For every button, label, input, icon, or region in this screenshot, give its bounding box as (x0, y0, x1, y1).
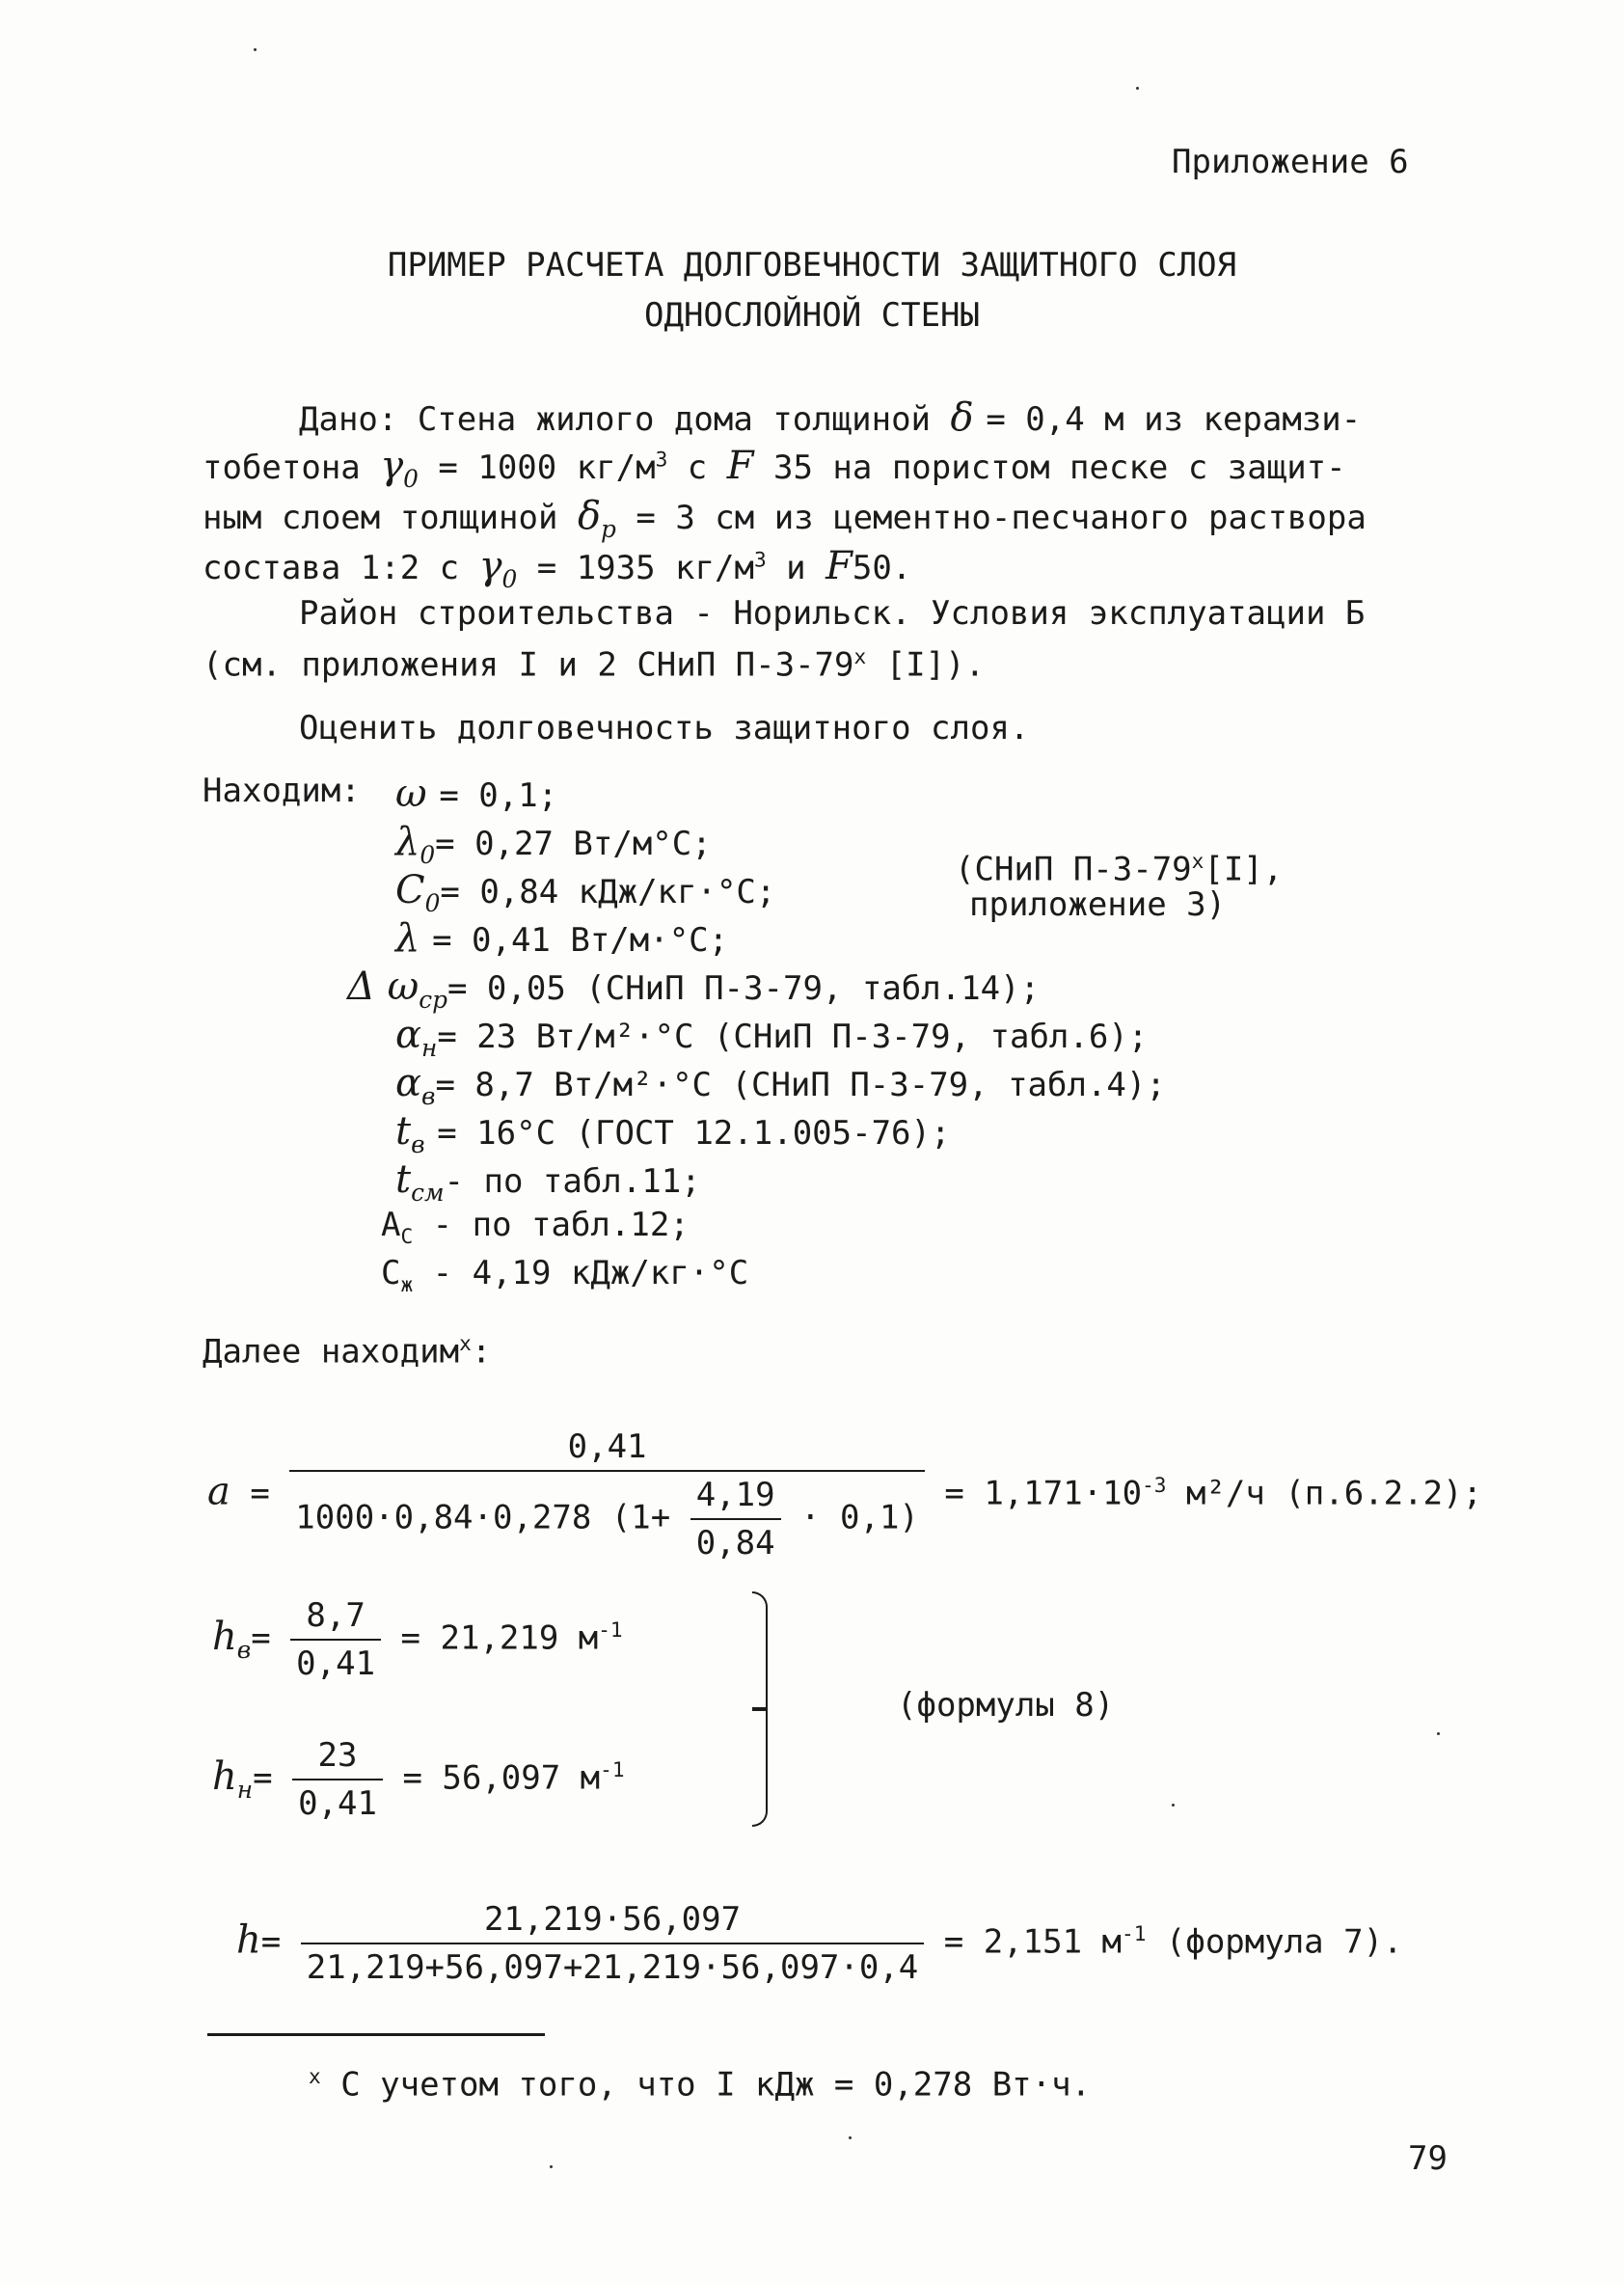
find-row-lambda: λ = 0,41 Вт/м·°С; (395, 916, 729, 961)
formula-h: h= $\frac{21,219\cdot 56,097}{21,219+56,097+21,219\cdot 56,097\cdot 0,4}$ = 2,151 $м^{-1}$ (формула 7). (236, 1900, 1403, 1987)
formula-a-inner-fraction: $\frac{4,19}{0,84}$ (690, 1476, 781, 1563)
given-line-6: (см. приложения I и 2 СНиП П-3-79$^x$ [I]). (203, 644, 986, 685)
find-row-tv: $t_в = 16^\circ С$ (ГОСТ 12.1.005-76); (395, 1109, 951, 1158)
given-text-4c: и (786, 549, 806, 587)
gamma-symbol: $\gamma_0$ (380, 444, 419, 493)
h-symbol: h (236, 1917, 261, 1963)
scan-speck (1172, 1804, 1175, 1807)
given-text-1: Дано: Стена жилого дома толщиной (299, 400, 932, 439)
formula-hn: $h_н=$ $\frac{23}{0,41}$ = 56,097 $м^{-1}$ (212, 1736, 625, 1823)
formula-a-units: м²/ч (п.6.2.2); (1185, 1474, 1483, 1513)
given-text-2a: тобетона (203, 448, 361, 487)
find-row-alpha-n: $\alpha_н= 23$ Вт/м²·°С (СНиП П-3-79, табл.6); (395, 1013, 1149, 1062)
given-text-1b: = 0,4 м из керамзи- (986, 400, 1362, 439)
right-brace-top (752, 1591, 768, 1711)
given-line-4: состава 1:2 с $\gamma_0 = 1935$ $кг/м^3$ и F50. (203, 544, 912, 593)
hn-symbol: $h_н$ (212, 1753, 254, 1804)
formula-a-denominator: 1000·0,84·0,278 (1+ $\frac{4,19}{0,84}$ · 0,1) (295, 1476, 919, 1563)
tsm-symbol: $t_{см}$ (395, 1157, 445, 1207)
page-number: 79 (1408, 2139, 1448, 2178)
ac-symbol: $A_C$ (381, 1206, 414, 1248)
formula-a: a = 0,41 1000·0,84·0,278 (1+ $\frac{4,19}{0,84}$ · 0,1) = $1,171\cdot 10^{-3}$ м²/ч (п.6.2.2); (207, 1427, 1483, 1563)
find-row-cz: $С_ж - 4,19$ кДж/кг·°С (381, 1254, 749, 1296)
appendix-label: Приложение 6 (1172, 143, 1409, 181)
given-line-3 (203, 494, 1367, 543)
alpha-v-symbol: $\alpha_в$ (395, 1061, 436, 1110)
task-line: Оценить долговечность защитного слоя. (299, 709, 1030, 747)
formula-8-reference: (формулы 8) (897, 1686, 1115, 1725)
a-symbol: a (207, 1469, 230, 1514)
find-row-alpha-v: $\alpha_в= 8,7$ Вт/м²·°С (СНиП П-3-79, табл.4); (395, 1061, 1166, 1110)
further-label: Далее находим$^x$: (203, 1331, 492, 1372)
given-text-3a: ным слоем толщиной (203, 499, 558, 537)
given-line-2: тобетона $\gamma_0 = 1000$ $кг/м^3$ с F 35 на пористом песке с защит- (203, 444, 1346, 493)
lambda0-symbol: $\lambda_0$ (395, 820, 436, 869)
given-text-2c: с (687, 448, 708, 487)
delta-symbol: δ (950, 395, 987, 440)
delta-p-symbol: $\delta_p$ (577, 494, 616, 543)
find-label: Находим: (203, 772, 361, 810)
scan-speck (1437, 1732, 1440, 1735)
given-text-4a: состава 1:2 с (203, 549, 460, 587)
given-line-1 (299, 395, 1361, 440)
footnote-rule (207, 2033, 545, 2036)
f-symbol: F (726, 444, 754, 488)
scan-speck (1136, 87, 1139, 90)
find-row-tsm: $t_{см}-$ по табл.11; (395, 1157, 701, 1207)
hv-symbol: $h_в$ (212, 1614, 252, 1664)
find-row-omega: ω = 0,1; (395, 772, 558, 816)
formula-hv: $h_в=$ $\frac{8,7}{0,41}$ = 21,219 $м^{-1}$ (212, 1596, 623, 1683)
given-text-4b: = 1935 кг/м (536, 549, 754, 587)
given-text-2b: = 1000 кг/м (438, 448, 656, 487)
delta-omega-symbol: Δ $\omega_{ср}$ (347, 965, 447, 1014)
f-symbol-2: F (826, 544, 853, 588)
footnote: $^x$ С учетом того, что I кДж = 0,278 Вт·ч. (309, 2064, 1092, 2105)
gamma-symbol-2: $\gamma_0$ (478, 544, 518, 593)
tv-symbol: $t_в$ (395, 1109, 425, 1158)
find-row-lambda0: $\lambda_0= 0,27$ Вт/м°С; (395, 820, 712, 869)
lambda-symbol: λ (395, 916, 433, 961)
title-line-2: ОДНОСЛОЙНОЙ СТЕНЫ (644, 296, 980, 335)
given-text-2d: 35 на пористом песке с защит- (773, 448, 1346, 487)
given-text-6: (см. приложения I и 2 СНиП П-3-79 (203, 645, 854, 685)
side-reference-1: (СНиП П-3-79$^x$[I], (955, 849, 1284, 889)
omega-symbol: ω (395, 772, 440, 816)
scan-speck (849, 2136, 852, 2139)
c0-symbol: $C_0$ (395, 868, 441, 917)
find-row-domega: Δ $\omega_{ср}= 0,05$ (СНиП П-3-79, табл.14); (347, 965, 1041, 1014)
given-text-6b: [I]). (885, 645, 986, 685)
formula-a-numerator: 0,41 (289, 1427, 925, 1472)
title-line-1: ПРИМЕР РАСЧЕТА ДОЛГОВЕЧНОСТИ ЗАЩИТНОГО СЛОЯ (387, 246, 1237, 285)
side-reference-2: приложение 3) (969, 885, 1227, 924)
given-text-3b: = 3 см из цементно-песчаного раствора (636, 499, 1367, 537)
scan-speck (550, 2165, 553, 2168)
formula-a-result: = 1,171·10 (944, 1474, 1143, 1513)
find-row-ac: $A_C$ - по табл.12; (381, 1206, 690, 1248)
scan-speck (254, 48, 257, 51)
cz-symbol: $С_ж$ (381, 1254, 414, 1296)
given-line-5: Район строительства - Норильск. Условия эксплуатации Б (299, 594, 1366, 633)
formula-a-fraction (289, 1427, 925, 1563)
find-row-c0: $C_0= 0,84$ кДж/кг·°С; (395, 868, 776, 917)
right-brace-bottom (752, 1707, 768, 1827)
alpha-n-symbol: $\alpha_н$ (395, 1013, 438, 1062)
given-text-4d: 50. (852, 549, 912, 587)
